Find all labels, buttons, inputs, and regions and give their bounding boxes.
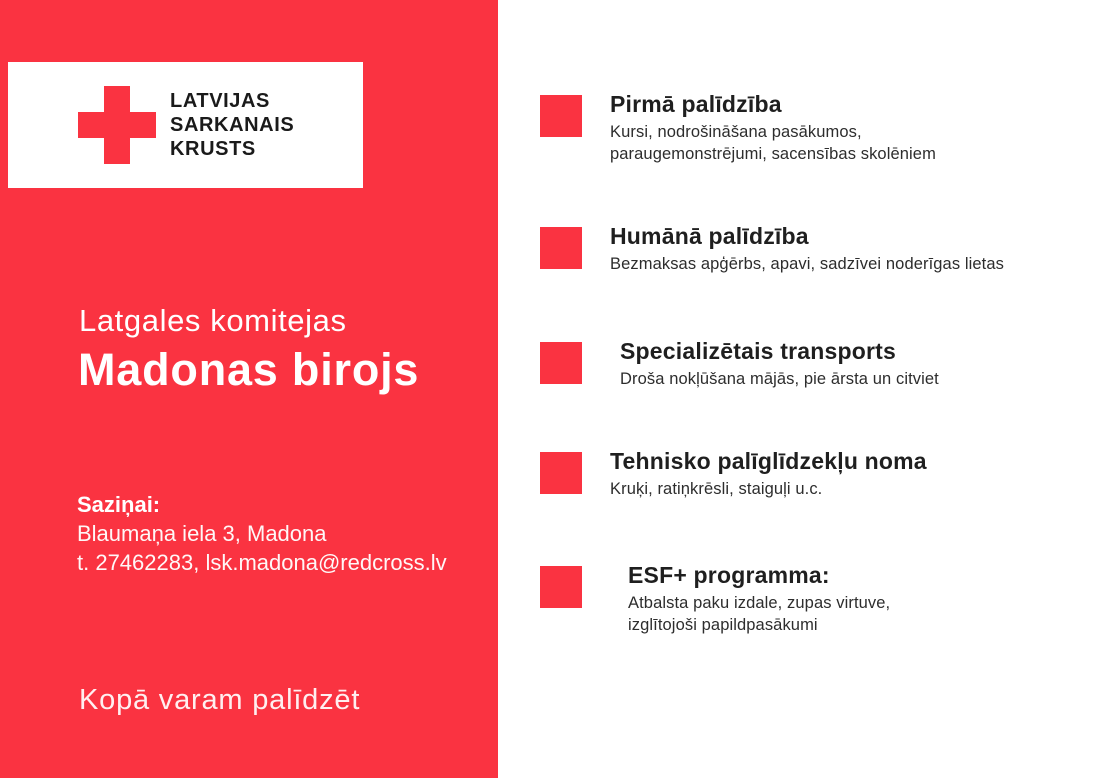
service-description: [628, 592, 890, 636]
service-description: [610, 478, 927, 500]
service-desc-line: Kursi, nodrošināšana pasākumos,: [610, 123, 862, 141]
contact-block: [77, 490, 447, 577]
committee-name: Latgales komitejas: [79, 303, 347, 338]
service-title: Tehnisko palīglīdzekļu noma: [610, 448, 927, 474]
service-text: [610, 447, 927, 500]
bullet-square-icon: [540, 95, 582, 137]
service-item-humanitarian-aid: [540, 222, 1004, 275]
service-text: [628, 561, 890, 636]
service-description: [610, 121, 936, 165]
contact-address: Blaumaņa iela 3, Madona: [77, 521, 327, 546]
service-item-technical-aids-rental: [540, 447, 927, 500]
service-title: Specializētais transports: [620, 338, 896, 364]
logo-org-name: [170, 89, 294, 161]
logo-line-3: KRUSTS: [170, 138, 256, 160]
service-description: [620, 368, 939, 390]
service-item-first-aid: [540, 90, 936, 165]
service-title: ESF+ programma:: [628, 562, 830, 588]
service-desc-line: izglītojoši papildpasākumi: [628, 616, 818, 634]
bullet-square-icon: [540, 566, 582, 608]
service-title: Humānā palīdzība: [610, 223, 809, 249]
service-text: [620, 337, 939, 390]
contact-phone-email: t. 27462283, lsk.madona@redcross.lv: [77, 550, 447, 575]
bullet-square-icon: [540, 452, 582, 494]
logo-line-2: SARKANAIS: [170, 114, 295, 136]
service-desc-line: Atbalsta paku izdale, zupas virtuve,: [628, 594, 891, 612]
service-desc-line: Bezmaksas apģērbs, apavi, sadzīvei noderīgas lietas: [610, 255, 1004, 273]
bullet-square-icon: [540, 227, 582, 269]
service-text: [610, 90, 936, 165]
bullet-square-icon: [540, 342, 582, 384]
left-red-panel: [0, 0, 498, 778]
service-desc-line: Kruķi, ratiņkrēsli, staiguļi u.c.: [610, 480, 823, 498]
slogan: Kopā varam palīdzēt: [79, 684, 361, 716]
logo-line-1: LATVIJAS: [170, 90, 270, 112]
service-item-specialized-transport: [540, 337, 939, 390]
service-description: [610, 253, 1004, 275]
service-desc-line: paraugemonstrējumi, sacensības skolēniem: [610, 145, 936, 163]
office-title: Madonas birojs: [78, 344, 420, 395]
service-text: [610, 222, 1004, 275]
logo-card: [8, 62, 363, 188]
red-cross-icon: [78, 86, 156, 164]
service-title: Pirmā palīdzība: [610, 91, 782, 117]
contact-heading: Saziņai:: [77, 492, 161, 517]
service-item-esf-programme: [540, 561, 890, 636]
service-desc-line: Droša nokļūšana mājās, pie ārsta un citviet: [620, 370, 939, 388]
